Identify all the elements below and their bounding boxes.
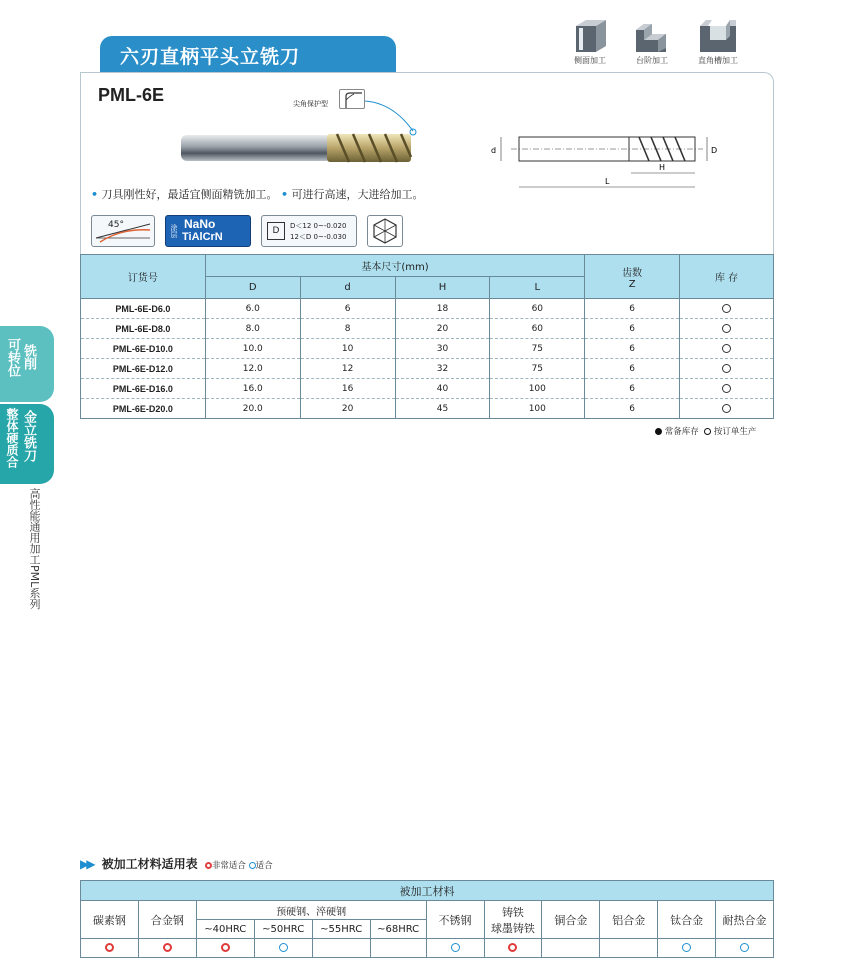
material-heat-resistant: 耐热合金 [716,901,774,939]
cell-H: 45 [395,399,490,419]
order-code: PML-6E-D16.0 [81,379,206,399]
side-tab-solid-carbide-col2: 整体硬质合 [5,408,19,468]
stock-status-icon [680,399,774,419]
suit-aluminum [600,939,658,958]
helix-angle-icon [91,215,155,247]
header-stock: 库 存 [680,255,774,299]
side-tab-indexable[interactable] [0,326,54,402]
header-d: d [300,277,395,299]
order-code: PML-6E-D10.0 [81,339,206,359]
series-vertical-label: 高性能通用加工PML系列 [28,488,41,610]
material-table-title [80,855,273,872]
cell-L: 100 [490,399,585,419]
six-flute-icon [367,215,403,247]
hrc-55: ~55HRC [312,920,370,939]
product-panel [80,72,774,254]
material-carbon-steel: 碳素钢 [81,901,139,939]
material-title-text: 被加工材料适用表 [101,857,198,871]
legend-very: 非常适合 [211,861,246,871]
cell-Z: 6 [585,379,680,399]
material-hardened-group: 预硬钢、淬硬钢 [196,901,426,920]
end-mill-image [177,131,417,165]
cell-D: 20.0 [205,399,300,419]
suit-cast-iron [484,939,542,958]
cell-d: 16 [300,379,395,399]
table-row [81,299,774,319]
header-H: H [395,277,490,299]
side-milling-label: 侧面加工 [574,56,606,65]
table-row [81,379,774,399]
corner-protection-label: 尖角保护型 [293,100,328,108]
table-row [81,319,774,339]
stock-status-icon [680,359,774,379]
spec-table [80,254,774,419]
cell-Z: 6 [585,339,680,359]
legend-order: 按订单生产 [713,427,757,437]
stock-open-icon [704,428,711,435]
cell-d: 20 [300,399,395,419]
hrc-50: ~50HRC [254,920,312,939]
header-dims: 基本尺寸(mm) [205,255,584,277]
header-order: 订货号 [81,255,206,299]
material-copper: 铜合金 [542,901,600,939]
arrow-icon: ▶▶ [80,857,93,871]
dim-d-label: d [491,146,497,155]
cell-D: 10.0 [205,339,300,359]
cell-d: 10 [300,339,395,359]
coating-line-1: NaNo [184,217,216,231]
feature-2: 可进行高速，大进给加工。 [291,188,424,201]
order-code: PML-6E-D12.0 [81,359,206,379]
cell-H: 18 [395,299,490,319]
stock-status-icon [680,299,774,319]
cell-L: 75 [490,339,585,359]
very-suitable-icon [205,862,212,869]
suit-hrc-55 [312,939,370,958]
legend-ok: 适合 [255,861,273,871]
suit-alloy-steel [138,939,196,958]
shoulder-milling-icon [632,16,672,54]
cell-Z: 6 [585,319,680,339]
cell-D: 8.0 [205,319,300,339]
header-L: L [490,277,585,299]
coating-tag: 涂层 [170,224,178,238]
material-cast-iron: 铸铁 球墨铸铁 [484,901,542,939]
stock-filled-icon [655,428,662,435]
shoulder-milling-label: 台阶加工 [636,56,668,65]
suit-copper [542,939,600,958]
slot-milling-app [688,16,748,66]
cell-L: 100 [490,379,585,399]
cell-Z: 6 [585,359,680,379]
suit-hrc-40 [196,939,254,958]
cell-H: 20 [395,319,490,339]
suit-stainless [426,939,484,958]
side-milling-icon [570,16,610,54]
dim-L-label: L [605,177,610,186]
slot-milling-label: 直角槽加工 [698,56,738,65]
dim-D-label: D [711,146,718,155]
suitability-row [81,939,774,958]
cell-H: 40 [395,379,490,399]
side-tab-solid-carbide-col1: 金立铣刀 [21,410,36,462]
side-milling-app [560,16,620,66]
table-row [81,399,774,419]
cell-H: 30 [395,339,490,359]
hrc-68: ~68HRC [370,920,426,939]
cell-d: 8 [300,319,395,339]
material-alloy-steel: 合金钢 [138,901,196,939]
feature-list: • 刀具刚性好，最适宜侧面精铣加工。 • 可进行高速，大进给加工。 [91,188,424,201]
cell-D: 16.0 [205,379,300,399]
slot-milling-icon [696,16,740,54]
cell-d: 6 [300,299,395,319]
suit-hrc-68 [370,939,426,958]
stock-legend [655,425,756,437]
cell-L: 60 [490,299,585,319]
helix-angle-value: 45° [108,220,124,230]
side-tab-indexable-col1: 铣削 [21,344,36,370]
dim-H-label: H [659,163,666,172]
hrc-40: ~40HRC [196,920,254,939]
cell-L: 60 [490,319,585,339]
application-icons [560,16,760,68]
order-code: PML-6E-D6.0 [81,299,206,319]
material-aluminum: 铝合金 [600,901,658,939]
model-name: PML-6E [98,85,165,105]
suit-hrc-50 [254,939,312,958]
tolerance-line-2: 12＜D 0~-0.030 [290,233,347,241]
side-tab-indexable-col2: 可转位 [5,338,20,377]
material-stainless: 不锈钢 [426,901,484,939]
order-code: PML-6E-D8.0 [81,319,206,339]
cell-L: 75 [490,359,585,379]
header-D: D [205,277,300,299]
material-table [80,880,774,958]
cell-D: 6.0 [205,299,300,319]
cell-Z: 6 [585,299,680,319]
cell-H: 32 [395,359,490,379]
table-row [81,339,774,359]
material-titanium: 钛合金 [658,901,716,939]
cell-d: 12 [300,359,395,379]
coating-line-2: TiAlCrN [182,231,223,243]
feature-1: 刀具刚性好，最适宜侧面精铣加工。 [101,188,278,201]
order-code: PML-6E-D20.0 [81,399,206,419]
shoulder-milling-app [622,16,682,66]
side-tab-solid-carbide[interactable] [0,404,54,484]
suit-heat-resistant [716,939,774,958]
page-title: 六刃直柄平头立铣刀 [100,36,396,72]
legend-stock: 常备库存 [664,427,699,437]
tolerance-d-symbol: D [267,222,285,240]
cell-D: 12.0 [205,359,300,379]
dimension-drawing [489,131,729,191]
table-row [81,359,774,379]
tolerance-icon [261,215,357,247]
corner-protection-icon [339,89,365,109]
suit-titanium [658,939,716,958]
stock-status-icon [680,339,774,359]
cell-Z: 6 [585,399,680,419]
tolerance-line-1: D＜12 0~-0.020 [290,222,347,230]
stock-status-icon [680,379,774,399]
material-header: 被加工材料 [81,881,774,901]
stock-status-icon [680,319,774,339]
header-teeth: 齿数 Z [585,255,680,299]
coating-icon [165,215,251,247]
suit-carbon-steel [81,939,139,958]
suitable-icon [249,862,256,869]
